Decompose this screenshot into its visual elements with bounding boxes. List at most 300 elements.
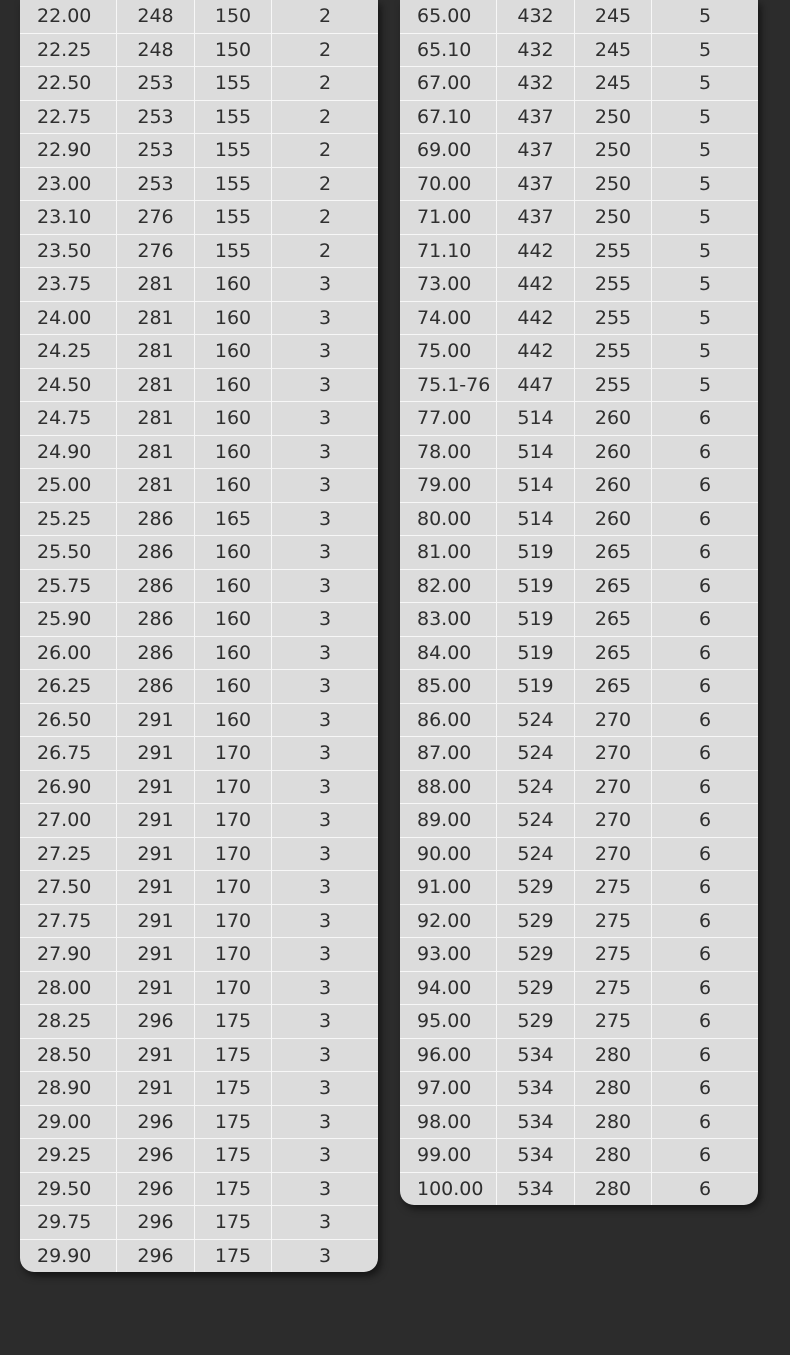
table-row [400, 603, 758, 637]
table-cell: 70.00 [400, 168, 497, 201]
table-cell: 26.50 [20, 704, 117, 737]
table-cell: 26.75 [20, 737, 117, 770]
table-cell: 27.75 [20, 905, 117, 938]
table-cell: 175 [195, 1139, 272, 1172]
table-cell: 291 [117, 771, 195, 804]
table-cell: 519 [497, 570, 575, 603]
table-row [20, 1072, 378, 1106]
table-cell: 67.10 [400, 101, 497, 134]
table-cell: 27.50 [20, 871, 117, 904]
table-cell: 170 [195, 737, 272, 770]
table-cell: 5 [698, 105, 712, 128]
table-cell: 25.00 [20, 469, 117, 502]
table-cell: 275 [575, 938, 652, 971]
table-cell: 514 [497, 469, 575, 502]
table-row [20, 737, 378, 771]
table-cell: 3 [318, 775, 332, 798]
table-cell: 175 [195, 1240, 272, 1273]
table-cell: 280 [575, 1039, 652, 1072]
table-row [20, 1173, 378, 1207]
table-cell: 3 [318, 1077, 332, 1100]
table-cell: 160 [195, 637, 272, 670]
size-table-right [400, 0, 758, 1205]
table-cell: 432 [497, 34, 575, 67]
table-cell: 155 [195, 235, 272, 268]
table-cell: 6 [698, 507, 712, 530]
table-cell: 160 [195, 268, 272, 301]
table-cell: 3 [318, 675, 332, 698]
table-row [20, 268, 378, 302]
table-cell: 25.90 [20, 603, 117, 636]
table-cell: 3 [318, 876, 332, 899]
table-cell: 29.75 [20, 1206, 117, 1239]
table-cell: 6 [698, 440, 712, 463]
table-cell: 255 [575, 302, 652, 335]
table-cell: 175 [195, 1106, 272, 1139]
table-row [20, 972, 378, 1006]
table-cell: 260 [575, 402, 652, 435]
table-cell: 3 [318, 842, 332, 865]
table-row [400, 101, 758, 135]
table-cell: 524 [497, 771, 575, 804]
table-cell: 253 [117, 134, 195, 167]
table-cell: 2 [318, 5, 332, 28]
table-cell: 437 [497, 201, 575, 234]
table-cell: 255 [575, 369, 652, 402]
table-row [400, 402, 758, 436]
table-cell: 529 [497, 1005, 575, 1038]
table-cell: 260 [575, 503, 652, 536]
table-cell: 442 [497, 235, 575, 268]
table-cell: 22.90 [20, 134, 117, 167]
table-cell: 170 [195, 938, 272, 971]
table-cell: 291 [117, 871, 195, 904]
table-row [400, 268, 758, 302]
table-cell: 3 [318, 474, 332, 497]
table-cell: 160 [195, 603, 272, 636]
table-cell: 270 [575, 804, 652, 837]
table-cell: 3 [318, 809, 332, 832]
table-cell: 23.10 [20, 201, 117, 234]
table-row [400, 302, 758, 336]
table-cell: 69.00 [400, 134, 497, 167]
table-cell: 245 [575, 67, 652, 100]
table-row [400, 1139, 758, 1173]
table-cell: 83.00 [400, 603, 497, 636]
table-cell: 250 [575, 101, 652, 134]
table-row [400, 503, 758, 537]
table-cell: 514 [497, 402, 575, 435]
table-row [20, 637, 378, 671]
table-cell: 6 [698, 407, 712, 430]
table-cell: 27.00 [20, 804, 117, 837]
table-cell: 442 [497, 268, 575, 301]
table-row [20, 804, 378, 838]
table-cell: 3 [318, 641, 332, 664]
table-cell: 524 [497, 737, 575, 770]
table-cell: 27.90 [20, 938, 117, 971]
table-row [20, 670, 378, 704]
table-cell: 534 [497, 1072, 575, 1105]
table-cell: 291 [117, 737, 195, 770]
table-cell: 291 [117, 938, 195, 971]
size-table-left [20, 0, 378, 1272]
table-cell: 6 [698, 1110, 712, 1133]
table-cell: 524 [497, 838, 575, 871]
table-cell: 281 [117, 436, 195, 469]
table-cell: 519 [497, 536, 575, 569]
table-row [20, 704, 378, 738]
table-row [20, 536, 378, 570]
table-cell: 253 [117, 67, 195, 100]
table-row [400, 670, 758, 704]
table-cell: 280 [575, 1173, 652, 1206]
table-cell: 291 [117, 804, 195, 837]
table-row [20, 201, 378, 235]
table-cell: 25.25 [20, 503, 117, 536]
table-row [20, 838, 378, 872]
table-cell: 100.00 [400, 1173, 497, 1206]
table-row [20, 1206, 378, 1240]
table-cell: 3 [318, 708, 332, 731]
table-cell: 71.10 [400, 235, 497, 268]
table-cell: 432 [497, 0, 575, 33]
table-cell: 281 [117, 402, 195, 435]
table-row [400, 201, 758, 235]
table-cell: 524 [497, 704, 575, 737]
table-cell: 265 [575, 536, 652, 569]
table-cell: 3 [318, 340, 332, 363]
table-cell: 24.50 [20, 369, 117, 402]
table-cell: 442 [497, 335, 575, 368]
table-row [400, 804, 758, 838]
table-cell: 281 [117, 369, 195, 402]
table-cell: 29.50 [20, 1173, 117, 1206]
table-cell: 5 [698, 206, 712, 229]
table-row [400, 1072, 758, 1106]
table-cell: 291 [117, 905, 195, 938]
table-cell: 514 [497, 503, 575, 536]
table-row [400, 34, 758, 68]
table-cell: 296 [117, 1173, 195, 1206]
table-cell: 270 [575, 704, 652, 737]
table-cell: 250 [575, 201, 652, 234]
table-cell: 437 [497, 101, 575, 134]
table-cell: 5 [698, 38, 712, 61]
table-cell: 26.00 [20, 637, 117, 670]
table-cell: 276 [117, 235, 195, 268]
table-cell: 296 [117, 1206, 195, 1239]
table-row [20, 235, 378, 269]
table-cell: 432 [497, 67, 575, 100]
table-cell: 175 [195, 1072, 272, 1105]
table-cell: 73.00 [400, 268, 497, 301]
table-cell: 79.00 [400, 469, 497, 502]
table-row [400, 972, 758, 1006]
table-cell: 96.00 [400, 1039, 497, 1072]
table-cell: 170 [195, 972, 272, 1005]
table-cell: 160 [195, 302, 272, 335]
table-cell: 3 [318, 1110, 332, 1133]
table-cell: 160 [195, 402, 272, 435]
table-row [20, 905, 378, 939]
table-cell: 22.00 [20, 0, 117, 33]
table-cell: 6 [698, 809, 712, 832]
table-cell: 170 [195, 771, 272, 804]
table-cell: 6 [698, 1144, 712, 1167]
table-cell: 65.00 [400, 0, 497, 33]
table-cell: 23.50 [20, 235, 117, 268]
table-row [20, 1240, 378, 1273]
table-cell: 3 [318, 1211, 332, 1234]
table-cell: 270 [575, 737, 652, 770]
table-cell: 6 [698, 842, 712, 865]
table-cell: 23.00 [20, 168, 117, 201]
table-cell: 24.25 [20, 335, 117, 368]
table-row [400, 771, 758, 805]
table-cell: 3 [318, 306, 332, 329]
table-row [400, 737, 758, 771]
table-row [20, 1139, 378, 1173]
table-cell: 275 [575, 905, 652, 938]
table-cell: 26.90 [20, 771, 117, 804]
table-cell: 275 [575, 972, 652, 1005]
table-cell: 3 [318, 407, 332, 430]
table-cell: 24.00 [20, 302, 117, 335]
table-row [400, 536, 758, 570]
table-row [20, 101, 378, 135]
table-cell: 175 [195, 1005, 272, 1038]
table-cell: 6 [698, 574, 712, 597]
table-row [20, 469, 378, 503]
table-cell: 6 [698, 876, 712, 899]
table-cell: 291 [117, 704, 195, 737]
table-cell: 2 [318, 139, 332, 162]
table-cell: 5 [698, 172, 712, 195]
table-cell: 80.00 [400, 503, 497, 536]
table-cell: 514 [497, 436, 575, 469]
table-cell: 6 [698, 608, 712, 631]
table-cell: 93.00 [400, 938, 497, 971]
table-cell: 28.90 [20, 1072, 117, 1105]
table-cell: 5 [698, 72, 712, 95]
table-cell: 86.00 [400, 704, 497, 737]
table-cell: 95.00 [400, 1005, 497, 1038]
table-cell: 2 [318, 239, 332, 262]
table-cell: 296 [117, 1240, 195, 1273]
table-cell: 6 [698, 1177, 712, 1200]
table-cell: 291 [117, 838, 195, 871]
table-cell: 280 [575, 1072, 652, 1105]
table-cell: 160 [195, 369, 272, 402]
table-row [400, 1005, 758, 1039]
table-cell: 270 [575, 771, 652, 804]
table-row [400, 1173, 758, 1206]
table-cell: 160 [195, 335, 272, 368]
table-cell: 160 [195, 704, 272, 737]
table-cell: 519 [497, 670, 575, 703]
table-row [400, 871, 758, 905]
table-cell: 3 [318, 440, 332, 463]
table-cell: 81.00 [400, 536, 497, 569]
table-row [400, 938, 758, 972]
table-row [400, 469, 758, 503]
table-cell: 175 [195, 1206, 272, 1239]
table-cell: 67.00 [400, 67, 497, 100]
table-cell: 170 [195, 871, 272, 904]
table-cell: 6 [698, 742, 712, 765]
table-cell: 250 [575, 134, 652, 167]
table-row [20, 1039, 378, 1073]
table-cell: 28.25 [20, 1005, 117, 1038]
table-row [400, 67, 758, 101]
table-cell: 291 [117, 1072, 195, 1105]
table-cell: 3 [318, 273, 332, 296]
table-row [20, 570, 378, 604]
table-cell: 296 [117, 1005, 195, 1038]
table-cell: 281 [117, 302, 195, 335]
table-cell: 22.25 [20, 34, 117, 67]
table-cell: 170 [195, 905, 272, 938]
table-cell: 6 [698, 541, 712, 564]
table-cell: 286 [117, 603, 195, 636]
table-cell: 155 [195, 101, 272, 134]
table-cell: 529 [497, 905, 575, 938]
table-cell: 6 [698, 474, 712, 497]
table-cell: 98.00 [400, 1106, 497, 1139]
table-cell: 170 [195, 838, 272, 871]
table-cell: 3 [318, 1043, 332, 1066]
table-cell: 160 [195, 469, 272, 502]
table-cell: 150 [195, 34, 272, 67]
table-cell: 84.00 [400, 637, 497, 670]
table-cell: 3 [318, 1144, 332, 1167]
table-cell: 296 [117, 1106, 195, 1139]
table-cell: 524 [497, 804, 575, 837]
table-cell: 519 [497, 637, 575, 670]
table-row [20, 1005, 378, 1039]
table-cell: 2 [318, 172, 332, 195]
table-cell: 5 [698, 373, 712, 396]
table-cell: 71.00 [400, 201, 497, 234]
table-cell: 3 [318, 1244, 332, 1267]
table-cell: 6 [698, 1077, 712, 1100]
table-cell: 529 [497, 871, 575, 904]
table-cell: 75.1-76 [400, 369, 497, 402]
table-cell: 529 [497, 972, 575, 1005]
table-row [20, 302, 378, 336]
table-cell: 91.00 [400, 871, 497, 904]
table-cell: 75.00 [400, 335, 497, 368]
table-cell: 248 [117, 0, 195, 33]
table-row [400, 0, 758, 34]
table-cell: 248 [117, 34, 195, 67]
table-row [20, 0, 378, 34]
table-cell: 5 [698, 239, 712, 262]
table-cell: 6 [698, 708, 712, 731]
table-cell: 5 [698, 5, 712, 28]
table-cell: 276 [117, 201, 195, 234]
table-row [400, 235, 758, 269]
table-cell: 160 [195, 570, 272, 603]
table-cell: 175 [195, 1173, 272, 1206]
table-cell: 77.00 [400, 402, 497, 435]
table-cell: 22.75 [20, 101, 117, 134]
table-cell: 2 [318, 72, 332, 95]
table-row [400, 436, 758, 470]
table-row [20, 402, 378, 436]
table-cell: 291 [117, 1039, 195, 1072]
table-cell: 24.90 [20, 436, 117, 469]
table-cell: 28.00 [20, 972, 117, 1005]
table-row [400, 168, 758, 202]
table-cell: 437 [497, 168, 575, 201]
table-cell: 6 [698, 1010, 712, 1033]
table-cell: 29.25 [20, 1139, 117, 1172]
table-cell: 296 [117, 1139, 195, 1172]
table-cell: 286 [117, 503, 195, 536]
table-cell: 27.25 [20, 838, 117, 871]
table-cell: 5 [698, 306, 712, 329]
table-row [20, 603, 378, 637]
table-cell: 281 [117, 268, 195, 301]
table-cell: 155 [195, 168, 272, 201]
table-cell: 281 [117, 469, 195, 502]
table-cell: 165 [195, 503, 272, 536]
table-row [400, 134, 758, 168]
table-cell: 24.75 [20, 402, 117, 435]
table-cell: 6 [698, 909, 712, 932]
table-cell: 89.00 [400, 804, 497, 837]
table-row [400, 838, 758, 872]
table-cell: 78.00 [400, 436, 497, 469]
table-cell: 170 [195, 804, 272, 837]
table-cell: 3 [318, 943, 332, 966]
table-cell: 3 [318, 909, 332, 932]
table-cell: 6 [698, 1043, 712, 1066]
table-cell: 6 [698, 641, 712, 664]
table-cell: 6 [698, 976, 712, 999]
table-cell: 286 [117, 637, 195, 670]
table-cell: 2 [318, 206, 332, 229]
table-cell: 23.75 [20, 268, 117, 301]
table-cell: 447 [497, 369, 575, 402]
table-cell: 25.75 [20, 570, 117, 603]
table-cell: 286 [117, 670, 195, 703]
table-cell: 150 [195, 0, 272, 33]
table-row [400, 570, 758, 604]
table-row [20, 503, 378, 537]
table-cell: 160 [195, 536, 272, 569]
table-cell: 275 [575, 1005, 652, 1038]
table-cell: 250 [575, 168, 652, 201]
table-row [400, 1039, 758, 1073]
table-cell: 265 [575, 670, 652, 703]
table-cell: 88.00 [400, 771, 497, 804]
table-cell: 519 [497, 603, 575, 636]
table-cell: 3 [318, 373, 332, 396]
table-cell: 281 [117, 335, 195, 368]
table-cell: 260 [575, 436, 652, 469]
table-cell: 155 [195, 201, 272, 234]
table-cell: 5 [698, 273, 712, 296]
table-cell: 92.00 [400, 905, 497, 938]
table-cell: 255 [575, 235, 652, 268]
table-cell: 6 [698, 675, 712, 698]
table-cell: 90.00 [400, 838, 497, 871]
table-cell: 286 [117, 536, 195, 569]
table-cell: 253 [117, 101, 195, 134]
